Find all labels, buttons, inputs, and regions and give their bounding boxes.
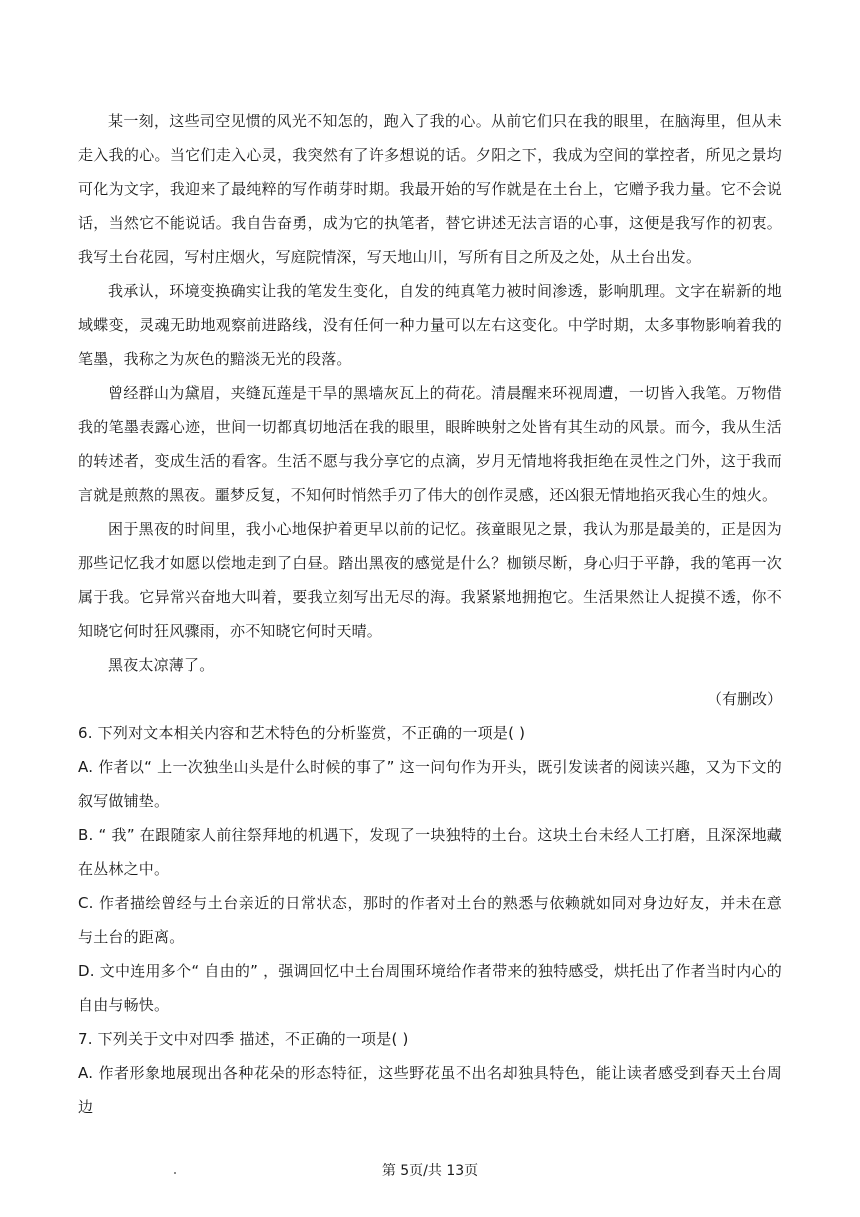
question-6-option-d: D. 文中连用多个“ 自由的” ，强调回忆中土台周围环境给作者带来的独特感受，烘托出了作者当时内心的自由与畅快。	[78, 962, 782, 1014]
paragraph-1: 某一刻，这些司空见惯的风光不知怎的，跑入了我的心。从前它们只在我的眼里，在脑海里，但从未走入我的心。当它们走入心灵，我突然有了许多想说的话。夕阳之下，我成为空间的掌控者，所见之景均可化为文字，我迎来了最纯粹的写作萌芽时期。我最开始的写作就是在土台上，它赠予我力量。它不会说话，当然它不能说话。我自告奋勇，成为它的执笔者，替它讲述无法言语的心事，这便是我写作的初衷。我写土台花园，写村庄烟火，写庭院情深，写天地山川，写所有目之所及之处，从土台出发。	[78, 112, 782, 266]
paragraph-4: 困于黑夜的时间里，我小心地保护着更早以前的记忆。孩童眼见之景，我认为那是最美的，正是因为那些记忆我才如愿以偿地走到了白昼。踏出黑夜的感觉是什么？枷锁尽断，身心归于平静，我的笔再一次属于我。它异常兴奋地大叫着，要我立刻写出无尽的海。我紧紧地拥抱它。生活果然让人捉摸不透，你不知晓它何时狂风骤雨，亦不知晓它何时天晴。	[78, 520, 782, 640]
question-7-stem: 7. 下列关于文中对四季 描述，不正确的一项是( )	[78, 1030, 409, 1048]
question-7-option-a: A. 作者形象地展现出各种花朵的形态特征，这些野花虽不出名却独具特色，能让读者感受到春天土台周边	[78, 1064, 782, 1116]
question-6-option-a: A. 作者以“ 上一次独坐山头是什么时候的事了” 这一问句作为开头，既引发读者的阅读兴趣，又为下文的叙写做铺垫。	[78, 758, 782, 810]
question-6-option-c: C. 作者描绘曾经与土台亲近的日常状态，那时的作者对土台的熟悉与依赖就如同对身边好友，并未在意与土台的距离。	[78, 894, 782, 946]
paragraph-2: 我承认，环境变换确实让我的笔发生变化，自发的纯真笔力被时间渗透，影响肌理。文字在崭新的地域蝶变，灵魂无助地观察前进路线，没有任何一种力量可以左右这变化。中学时期，太多事物影响着我的笔墨，我称之为灰色的黯淡无光的段落。	[78, 282, 782, 368]
question-6-stem: 6. 下列对文本相关内容和艺术特色的分析鉴赏，不正确的一项是( )	[78, 724, 526, 742]
paragraph-5: 黑夜太凉薄了。	[108, 656, 215, 674]
page-footer: 第 5页/共 13页	[381, 1163, 479, 1179]
paragraph-3: 曾经群山为黛眉，夹缝瓦莲是干旱的黑墙灰瓦上的荷花。清晨醒来环视周遭，一切皆入我笔。万物借我的笔墨表露心迹，世间一切都真切地活在我的眼里，眼眸映射之处皆有其生动的风景。而今，我从生活的转述者，变成生活的看客。生活不愿与我分享它的点滴，岁月无情地将我拒绝在灵性之门外，这于我而言就是煎熬的黑夜。噩梦反复，不知何时悄然手刃了伟大的创作灵感，还凶狠无情地掐灭我心生的烛火。	[78, 384, 782, 504]
question-6-option-b: B. “ 我” 在跟随家人前往祭拜地的机遇下，发现了一块独特的土台。这块土台未经人工打磨，且深深地藏在丛林之中。	[78, 826, 782, 878]
source-note: （有删改）	[706, 690, 782, 708]
